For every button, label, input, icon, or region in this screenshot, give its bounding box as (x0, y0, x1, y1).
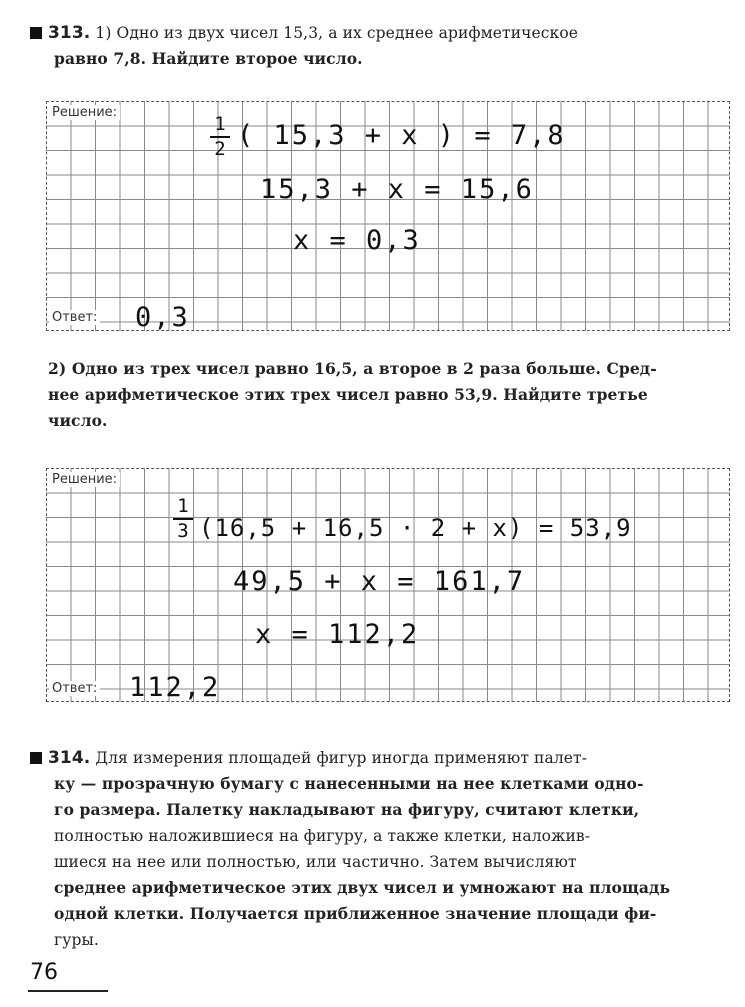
solution-label-2: Решение: (49, 472, 120, 487)
fraction-one-half: 1 2 (210, 114, 230, 160)
problem-313-part2-line-2: нее арифметическое этих трех чисел равно 53,9. Найдите третье (48, 385, 648, 404)
problem-marker-icon (30, 752, 42, 764)
problem-314-line-8: гуры. (54, 931, 99, 949)
problem-marker-icon (30, 27, 42, 39)
solution-label-1: Решение: (49, 105, 120, 120)
solution-grid-2 (46, 468, 730, 702)
solution-grid-1 (46, 101, 730, 331)
problem-314-line-7: одной клетки. Получается приближенное значение площади фи- (54, 904, 657, 923)
problem-314-number: 314. (48, 748, 91, 768)
problem-314-line-5: шиеся на нее или полностью, или частично. Затем вычисляют (54, 853, 577, 871)
equation-1-line-2: 15,3 + x = 15,6 (260, 174, 534, 205)
problem-314-text (30, 745, 735, 953)
fraction-one-third: 1 3 (173, 496, 193, 542)
problem-314-line-2: ку — прозрачную бумагу с нанесенными на нее клетками одно- (54, 774, 644, 793)
answer-value-2: 112,2 (129, 672, 221, 703)
problem-313-part2-text (48, 356, 733, 434)
equation-2-line-1: (16,5 + 16,5 · 2 + x) = 53,9 (199, 514, 632, 542)
problem-313-part2-line-1: 2) Одно из трех чисел равно 16,5, а второе в 2 раза больше. Сред- (48, 359, 657, 378)
answer-value-1: 0,3 (135, 302, 190, 333)
problem-314-line-1: Для измерения площадей фигур иногда применяют палет- (95, 749, 588, 767)
answer-label-2: Ответ: (49, 681, 100, 696)
answer-label-1: Ответ: (49, 310, 100, 325)
equation-2-line-3: x = 112,2 (255, 619, 420, 650)
problem-313-part2-line-3: число. (48, 411, 108, 430)
equation-1-line-1: ( 15,3 + x ) = 7,8 (237, 120, 566, 151)
problem-313-line-2: равно 7,8. Найдите второе число. (54, 49, 363, 68)
problem-314-line-4: полностью наложившиеся на фигуру, а также клетки, наложив- (54, 827, 591, 845)
problem-313-line-1: 1) Одно из двух чисел 15,3, а их среднее арифметическое (95, 24, 579, 42)
page-number-underline (28, 990, 108, 992)
equation-1-line-3: x = 0,3 (293, 225, 421, 256)
problem-314-line-3: го размера. Палетку накладывают на фигуру, считают клетки, (54, 800, 640, 819)
page-number: 76 (30, 960, 58, 985)
problem-313-number: 313. (48, 23, 91, 43)
problem-313-part1-text (30, 20, 735, 72)
problem-314-line-6: среднее арифметическое этих двух чисел и умножают на площадь (54, 878, 671, 897)
equation-2-line-2: 49,5 + x = 161,7 (233, 566, 526, 597)
